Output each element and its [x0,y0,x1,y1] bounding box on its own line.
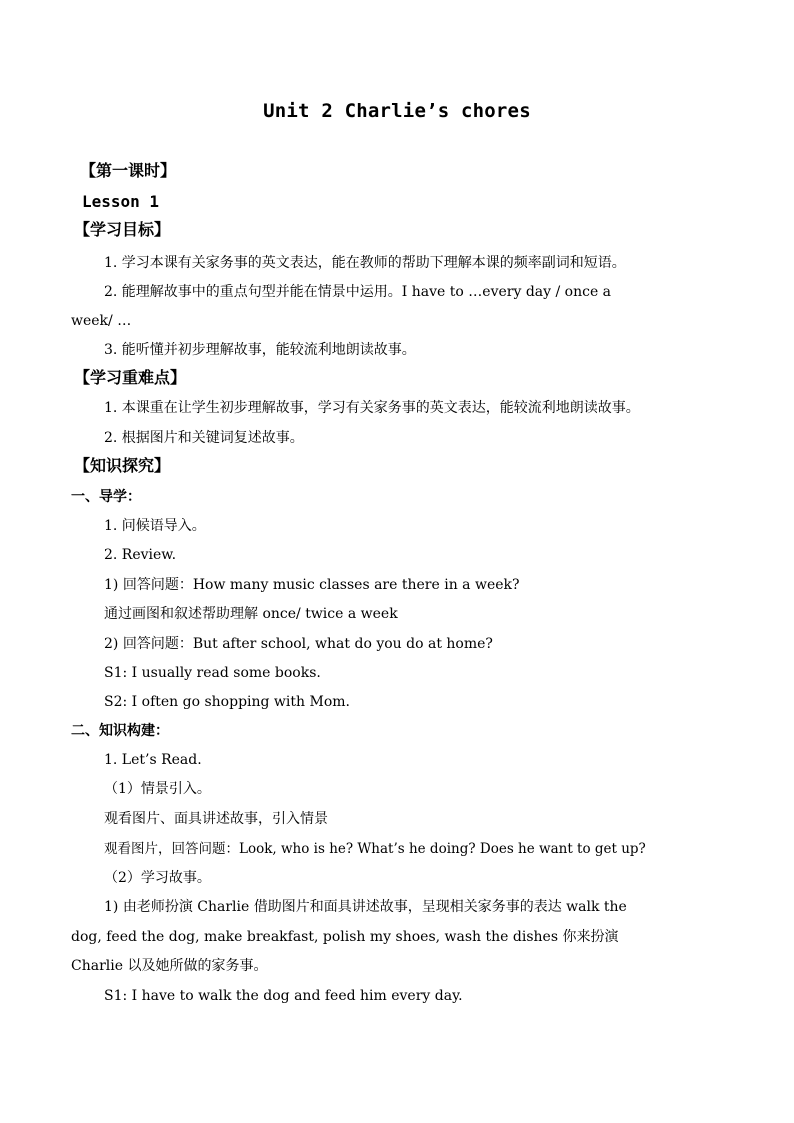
section-line: （2）学习故事。 [104,870,211,886]
objective-item: week/ … [71,313,132,329]
key-point-item: 2. 根据图片和关键词复述故事。 [104,430,304,446]
section-line: 观看图片，回答问题：Look, who is he? What’s he doing? Does he want to get up? [104,841,646,857]
section-line: 2. Review. [104,547,177,563]
exploration-heading: 【知识探究】 [74,456,171,475]
section-line: （1）情景引入。 [104,781,211,797]
objective-item: 3. 能听懂并初步理解故事，能较流利地朗读故事。 [104,342,416,358]
section-line: 1) 回答问题：How many music classes are there in a week? [104,577,520,593]
objective-item: 1. 学习本课有关家务事的英文表达，能在教师的帮助下理解本课的频率副词和短语。 [104,255,626,271]
section-line: 1. 问候语导入。 [104,518,206,534]
section-line: dog, feed the dog, make breakfast, polish my shoes, wash the dishes 你来扮演 [71,929,619,945]
section-heading: 一、导学： [71,489,141,505]
key-point-item: 1. 本课重在让学生初步理解故事，学习有关家务事的英文表达，能较流利地朗读故事。 [104,400,640,416]
lesson-name: Lesson 1 [82,192,160,211]
section-heading: 二、知识构建： [71,723,169,739]
section-line: Charlie 以及她所做的家务事。 [71,958,268,974]
document-title: Unit 2 Charlie’s chores [263,100,531,122]
objectives-heading: 【学习目标】 [74,220,171,239]
objective-item: 2. 能理解故事中的重点句型并能在情景中运用。I have to …every day / once a [104,284,612,300]
section-line: 2) 回答问题：But after school, what do you do at home? [104,636,493,652]
section-line: 1. Let’s Read. [104,752,202,768]
section-line: S1: I have to walk the dog and feed him every day. [104,988,463,1004]
section-line: 观看图片、面具讲述故事，引入情景 [104,811,328,827]
section-line: 1) 由老师扮演 Charlie 借助图片和面具讲述故事，呈现相关家务事的表达 walk the [104,899,627,915]
section-line: S1: I usually read some books. [104,665,321,681]
lesson-period-heading: 【第一课时】 [80,161,177,180]
section-line: S2: I often go shopping with Mom. [104,694,350,710]
key-points-heading: 【学习重难点】 [74,368,187,387]
section-line: 通过画图和叙述帮助理解 once/ twice a week [104,606,398,622]
